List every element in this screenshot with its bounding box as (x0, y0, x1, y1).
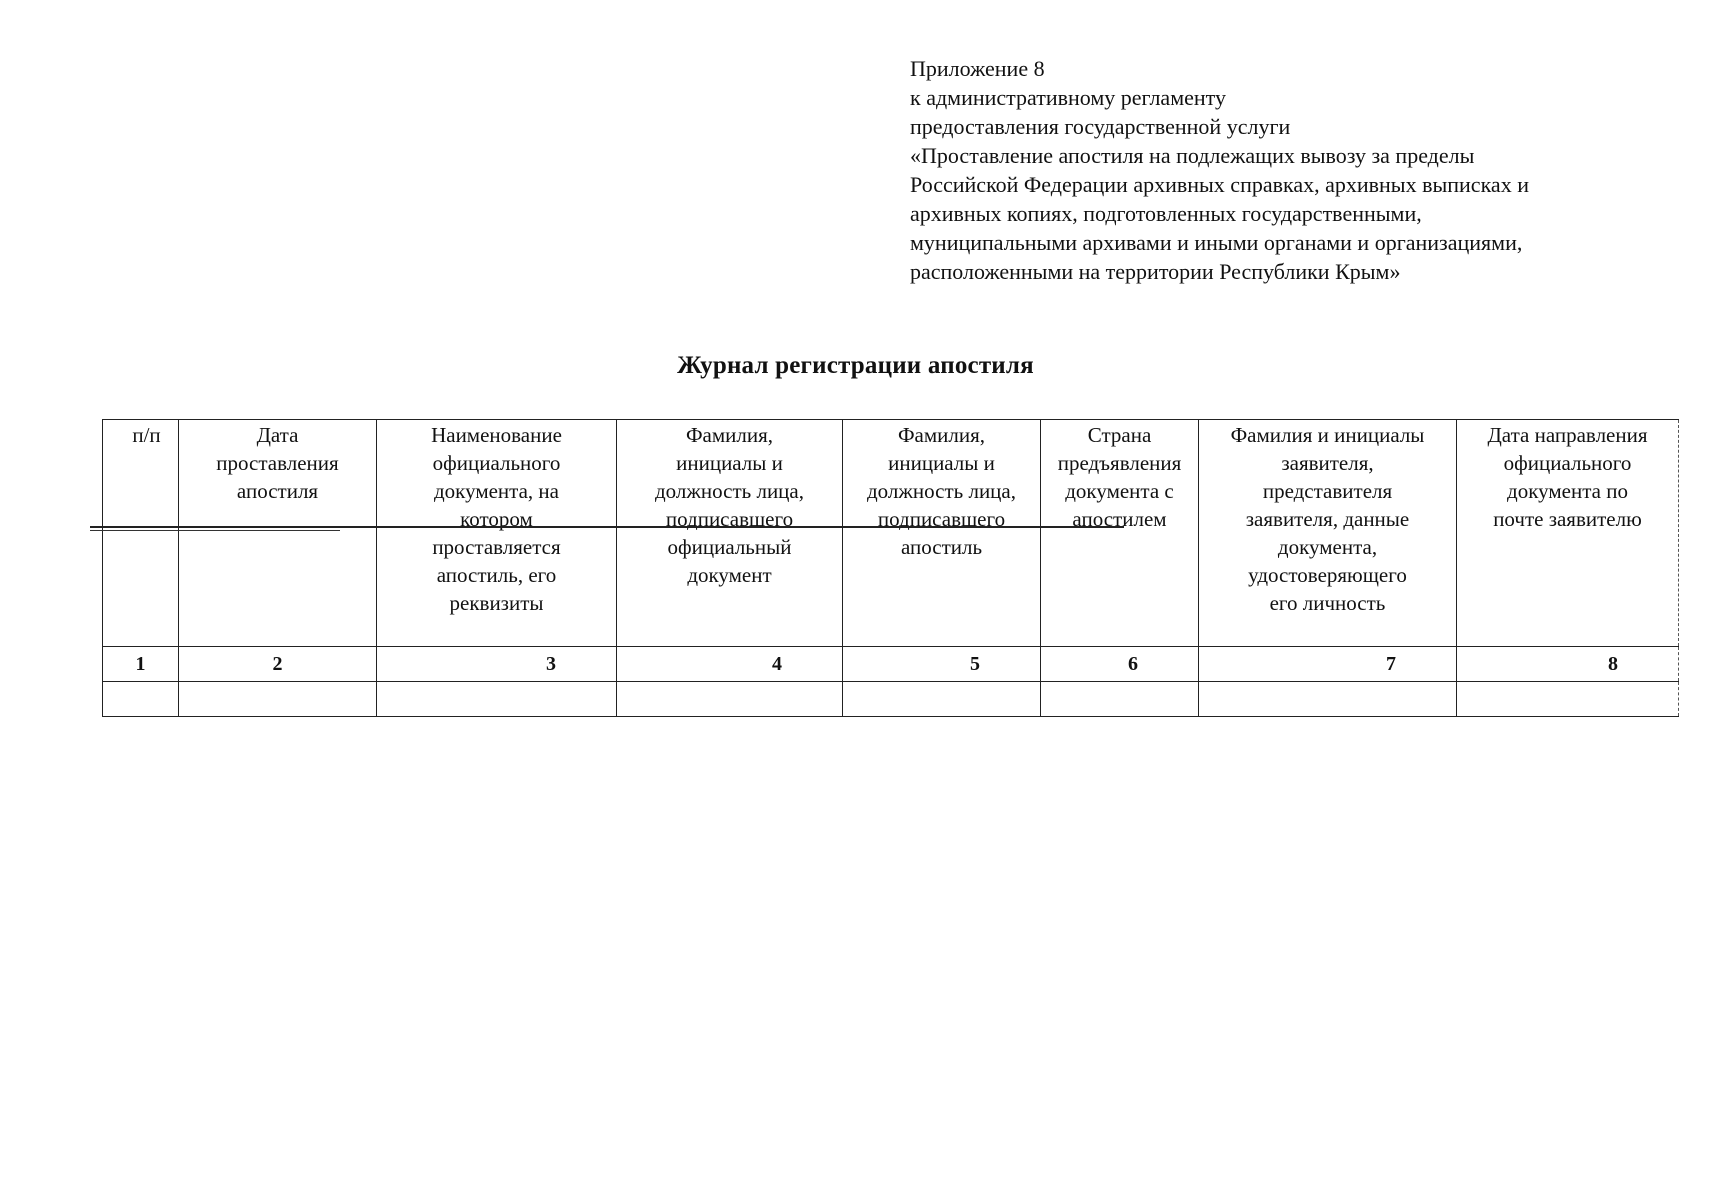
table-cell[interactable] (179, 682, 377, 717)
page-join-line (90, 530, 340, 531)
appendix-header (910, 54, 1670, 286)
journal-table (102, 419, 1679, 717)
column-header: Фамилия, инициалы и должность лица, подписавшего апостиль (843, 420, 1041, 647)
column-header: Страна предъявления документа с апостилем (1041, 420, 1199, 647)
column-header: Наименование официального документа, на котором проставляется апостиль, его реквизиты (377, 420, 617, 647)
table-header-row (103, 420, 1679, 647)
table-cell[interactable] (1041, 682, 1199, 717)
appendix-line: архивных копиях, подготовленных государственными, (910, 201, 1422, 226)
column-number: 4 (617, 647, 843, 682)
appendix-line: «Проставление апостиля на подлежащих вывозу за пределы (910, 143, 1475, 168)
appendix-line: расположенными на территории Республики Крым» (910, 259, 1401, 284)
column-header: Фамилия, инициалы и должность лица, подписавшего официальный документ (617, 420, 843, 647)
column-number: 8 (1457, 647, 1679, 682)
appendix-line: муниципальными архивами и иными органами и организациями, (910, 230, 1523, 255)
column-number: 1 (103, 647, 179, 682)
table-row (103, 682, 1679, 717)
table-cell[interactable] (377, 682, 617, 717)
journal-title: Журнал регистрации апостиля (677, 352, 1034, 379)
table-number-row (103, 647, 1679, 682)
appendix-line: Приложение 8 (910, 56, 1045, 81)
column-header: п/п (103, 420, 179, 647)
appendix-line: предоставления государственной услуги (910, 114, 1291, 139)
appendix-line: к административному регламенту (910, 85, 1226, 110)
column-header: Дата проставления апостиля (179, 420, 377, 647)
table-cell[interactable] (1457, 682, 1679, 717)
table-cell[interactable] (843, 682, 1041, 717)
appendix-line: Российской Федерации архивных справках, архивных выписках и (910, 172, 1529, 197)
column-number: 7 (1199, 647, 1457, 682)
table-cell[interactable] (103, 682, 179, 717)
page-join-line (90, 526, 1124, 528)
column-header: Дата направления официального документа по почте заявителю (1457, 420, 1679, 647)
table-cell[interactable] (617, 682, 843, 717)
column-number: 5 (843, 647, 1041, 682)
column-number: 3 (377, 647, 617, 682)
table-cell[interactable] (1199, 682, 1457, 717)
column-number: 2 (179, 647, 377, 682)
column-header: Фамилия и инициалы заявителя, представителя заявителя, данные документа, удостоверяющего его личность (1199, 420, 1457, 647)
column-number: 6 (1041, 647, 1199, 682)
